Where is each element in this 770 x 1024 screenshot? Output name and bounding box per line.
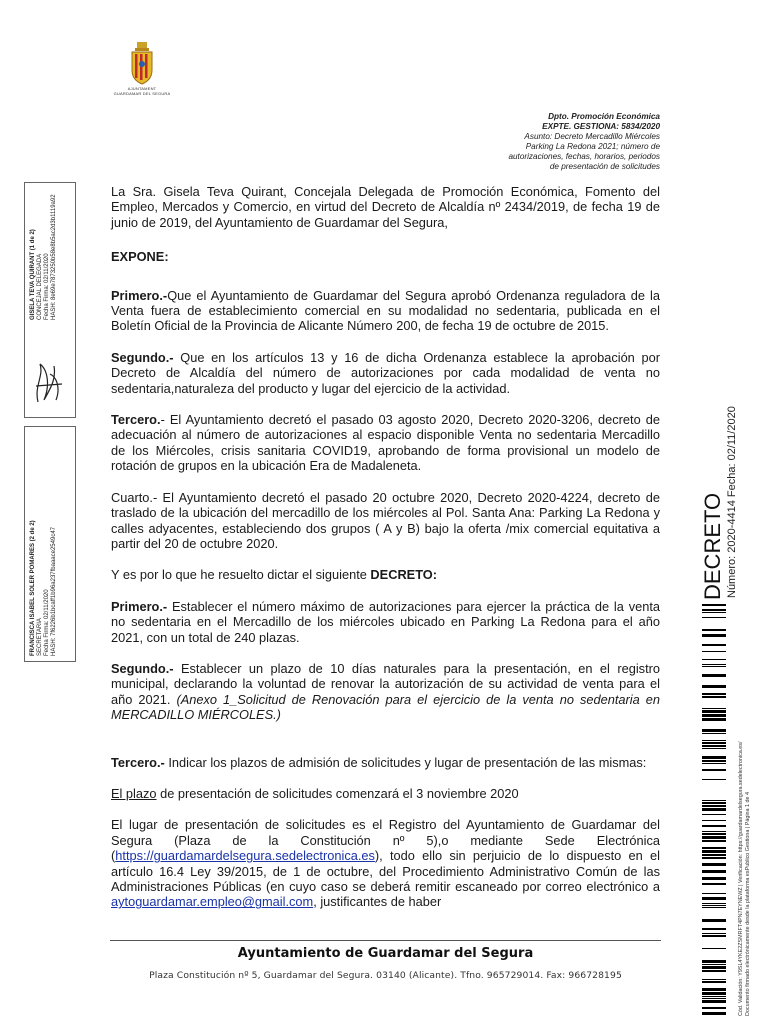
decreto-stamp: DECRETO: [700, 492, 725, 600]
barcode-icon: [702, 604, 726, 1016]
decreto-tercero-text: Indicar los plazos de admisión de solicitudes y lugar de presentación de las mismas:: [164, 754, 647, 770]
resuelto-text: Y es por lo que he resuelto dictar el siguiente: [111, 567, 371, 583]
asunto-line4: de presentación de solicitudes: [549, 162, 660, 171]
signature-2-name: FRANCISCA ISABEL SOLER POMARES (2 de 2): [30, 520, 36, 656]
lugar-text-end: , justificantes de haber: [313, 894, 442, 910]
segundo-label: Segundo.-: [111, 349, 174, 365]
cuarto-paragraph: Cuarto.- El Ayuntamiento decretó el pasado 20 octubre 2020, Decreto 2020-4224, decreto de traslado de la ubicación del mercadillo de los miércoles al Pol. Santa Ana: Parking La Redona y calles adyacentes, estableciendo dos grupos ( A y B) bajo la oferta /mix comercial equitativa a partir del 20 de octubre 2020.: [111, 489, 660, 551]
document-header: [430, 112, 660, 172]
logo-line1: AJUNTAMENT: [127, 86, 157, 91]
logo-line2: GUARDAMAR DEL SEGURA: [113, 91, 171, 96]
plazo-underlined: El plazo: [111, 785, 157, 801]
plazo-text: de presentación de solicitudes comenzará el 3 noviembre 2020: [156, 785, 519, 801]
tercero-text: - El Ayuntamiento decretó el pasado 03 agosto 2020, Decreto 2020-3206, decreto de adecuación al número de autorizaciones al espacio disponible Venta no sedentaria Mercadillo de los Miércoles, crisis sanitaria COVID19, aprobando de forma provisional un modelo de rotación de grupos en la ubicación Era de Madaleneta.: [111, 412, 660, 474]
signature-2-date: Fecha Firma: 02/11/2020: [44, 589, 50, 656]
decreto-segundo-label: Segundo.-: [111, 660, 174, 676]
plazo-paragraph: [111, 786, 660, 801]
municipal-logo: [112, 40, 172, 106]
decreto-segundo-paragraph: [111, 661, 660, 723]
decreto-number-date: Número: 2020-4414 Fecha: 02/11/2020: [726, 406, 738, 598]
validation-line2: Documento firmado electrónicamente desde la plataforma esPublico Gestiona | Página 1 de 4: [744, 791, 751, 1016]
lugar-paragraph: [111, 817, 660, 909]
decreto-segundo-text: Establecer un plazo de 10 días naturales para la presentación, en el registro municipal, declarando la voluntad de renovar la autorización de su actividad de venta para el año 2021.: [111, 660, 660, 707]
footer-address: Plaza Constitución nº 5, Guardamar del Segura. 03140 (Alicante). Tfno. 965729014. Fax: 966728195: [149, 970, 622, 981]
decreto-primero-paragraph: [111, 599, 660, 645]
resuelto-paragraph: [111, 567, 660, 582]
validation-line1: Cód. Validación: Y9SL4YKE2ZSMRFT4PN7EYNEWZ | Verificación: https://guardamardelsegura.sedelectronica.es/: [738, 741, 744, 1016]
footer-divider: [110, 940, 661, 941]
intro-paragraph: La Sra. Gisela Teva Quirant, Concejala Delegada de Promoción Económica, Fomento del Empleo, Mercados y Comercio, en virtud del Decreto de Alcaldía nº 2434/2019, de fecha 19 de junio de 2019, del Ayuntamiento de Guardamar del Segura,: [111, 184, 660, 230]
handwritten-signature-icon: [30, 356, 70, 406]
document-body: [111, 184, 660, 926]
decreto-tercero-label: Tercero.-: [111, 754, 165, 770]
decreto-tercero-paragraph: [111, 755, 660, 770]
signature-1-role: CONCEJAL DELEGADA: [37, 253, 43, 320]
signature-2-role: SECRETARIA: [37, 618, 43, 656]
anexo-reference: (Anexo 1_Solicitud de Renovación para el ejercicio de la venta no sedentaria en MERCADILLO MIÉRCOLES.): [111, 691, 660, 723]
decreto-primero-label: Primero.-: [111, 598, 168, 614]
segundo-text: Que en los artículos 13 y 16 de dicha Ordenanza establece la aprobación por Decreto de Alcaldía del número de autorizaciones por cada modalidad de venta no sedentaria,naturaleza del producto y lugar del ejercicio de la actividad.: [111, 349, 660, 396]
asunto-line2: Parking La Redona 2021; número de: [525, 142, 660, 151]
department: Dpto. Promoción Económica: [548, 112, 660, 121]
signature-1-date: Fecha Firma: 02/11/2020: [44, 253, 50, 320]
email-link[interactable]: aytoguardamar.empleo@gmail.com: [111, 894, 314, 910]
lugar-text-middle: ), todo ello sin perjuicio de lo dispuesto en el artículo 16.4 Ley 39/2015, de 1 de octubre, del Procedimiento Administrativo Común de las Administraciones Públicas (en cuyo caso se deberá remitir escaneado por correo electrónico a: [111, 848, 660, 894]
signature-1-hash: HASH: 8e69e7873250b58e8b5ac2d3b1119a92: [51, 194, 57, 320]
spacer: [111, 739, 660, 755]
decreto-heading: DECRETO:: [370, 567, 438, 583]
primero-label: Primero.-: [111, 287, 168, 303]
signature-2-hash: HASH: 7f6226b1bcaff1b96a237fbaaace2549c47: [51, 527, 57, 656]
sede-electronica-link[interactable]: https://guardamardelsegura.sedelectronica.es: [115, 848, 375, 864]
signature-1-name: GISELA TEVA QUIRANT (1 de 2): [30, 229, 36, 320]
decreto-primero-text: Establecer el número máximo de autorizaciones para ejercer la práctica de la venta no sedentaria en el Mercadillo de los miércoles ubicado en Parking La Redona para el año 2021, con un total de 240 plazas.: [111, 598, 660, 645]
segundo-paragraph: [111, 350, 660, 396]
asunto-line3: autorizaciones, fechas, horarios, periodos: [508, 152, 660, 161]
lugar-text-start: El lugar de presentación de solicitudes es el Registro del Ayuntamiento de Guardamar del Segura (Plaza de la Constitución nº 5),o mediante Sede Electrónica (: [111, 817, 660, 864]
tercero-paragraph: [111, 412, 660, 474]
validation-code: [738, 742, 751, 1016]
primero-text: Que el Ayuntamiento de Guardamar del Segura aprobó Ordenanza reguladora de la Venta fuera de establecimiento comercial en su modalidad no sedentaria, publicada en el Boletín Oficial de la Provincia de Alicante Número 200, de fecha 19 de octubre de 2015.: [111, 287, 660, 334]
tercero-label: Tercero.: [111, 412, 161, 428]
signature-2-block: [30, 520, 58, 656]
coat-of-arms-icon: [127, 40, 157, 86]
asunto-line1: Asunto: Decreto Mercadillo Miércoles: [524, 132, 660, 141]
expediente: EXPTE. GESTIONA: 5834/2020: [542, 122, 660, 131]
primero-paragraph: [111, 288, 660, 334]
footer-title: Ayuntamiento de Guardamar del Segura: [237, 946, 534, 961]
expone-heading: EXPONE:: [111, 249, 169, 265]
signature-1-block: [30, 194, 58, 320]
